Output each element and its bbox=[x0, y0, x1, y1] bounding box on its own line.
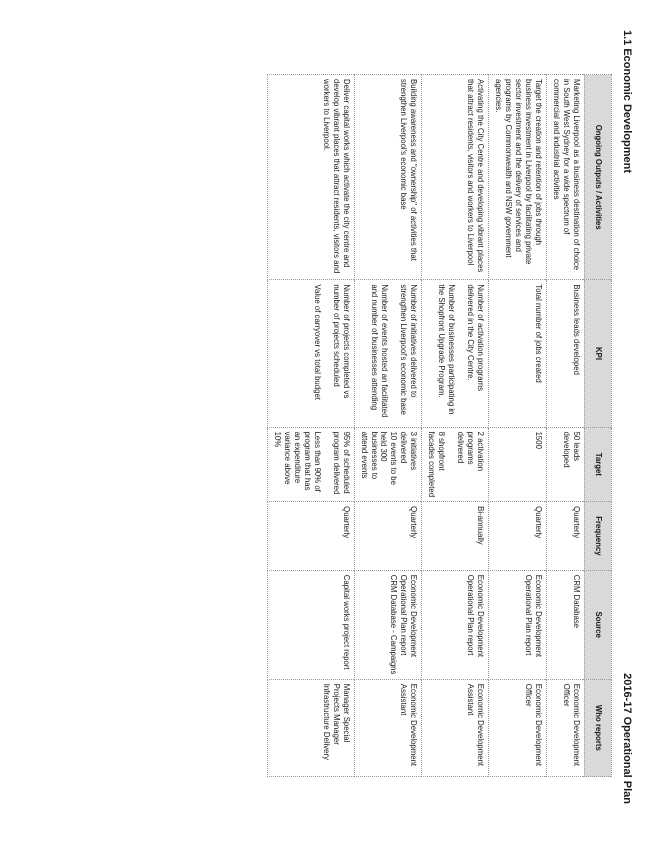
plan-title: 2016-17 Operational Plan bbox=[621, 673, 633, 804]
target-text: 95% of scheduled program delivered bbox=[331, 431, 351, 495]
col-source-header: Source bbox=[585, 570, 612, 679]
col-kpi-header: KPI bbox=[585, 280, 612, 427]
activity-cell: Marketing Liverpool as a business destination of choice in South West Sydney for a wide spectrum of commercial and industrial activities bbox=[547, 75, 585, 280]
target-text: 8 shopfront facades completed bbox=[427, 431, 447, 498]
col-who-header: Who reports bbox=[585, 679, 612, 776]
table-header-row bbox=[585, 75, 612, 777]
kpi-text: Value of carryover vs total budget bbox=[312, 284, 322, 400]
kpi-table bbox=[267, 74, 612, 777]
source-cell: Capital works project report bbox=[267, 570, 354, 679]
kpi-text: Number of activation programs delivered in the City Centre. bbox=[466, 284, 486, 391]
who-cell: Economic Development Assistant bbox=[422, 679, 489, 776]
kpi-cell: Total number of jobs created bbox=[489, 280, 547, 427]
frequency-cell: Quarterly bbox=[489, 502, 547, 571]
table-row bbox=[422, 75, 489, 777]
target-text: 2 activation programs delivered bbox=[456, 431, 486, 472]
kpi-text: Number of initiatives delivered to strengthen Liverpool's economic base bbox=[399, 284, 419, 416]
source-cell: CRM Database bbox=[547, 570, 585, 679]
activity-cell: Activating the City Centre and developing vibrant places that attract residents, visitors and workers to Liverpool bbox=[422, 75, 489, 280]
kpi-cell bbox=[422, 280, 489, 427]
col-activities-header: Ongoing Outputs / Activities bbox=[585, 75, 612, 280]
activity-cell: Deliver capital works which activate the city centre and develop vibrant places that attract residents, visitors and workers to Liverpool. bbox=[267, 75, 354, 280]
frequency-cell: Bi-annually bbox=[422, 502, 489, 571]
table-row bbox=[267, 75, 354, 777]
who-cell: Manager Special Projects Manager Infrastructure Delivery bbox=[267, 679, 354, 776]
section-title: 1.1 Economic Development bbox=[621, 30, 633, 174]
activity-cell: Target the creation and retention of jobs through business investment in Liverpool by facilitating private sector investment and the delivery of services and programs by Commonwealth and NSW government agencies. bbox=[489, 75, 547, 280]
source-cell: Economic Development Operational Plan report bbox=[422, 570, 489, 679]
kpi-text: Number of projects completed vs number of projects scheduled bbox=[331, 284, 351, 399]
col-frequency-header: Frequency bbox=[585, 502, 612, 571]
activity-cell: Building awareness and "ownership" of activities that strengthen Liverpool's economic base bbox=[354, 75, 422, 280]
who-cell: Economic Development Officer bbox=[547, 679, 585, 776]
target-cell bbox=[354, 427, 422, 502]
source-cell: Economic Development Operational Plan report bbox=[489, 570, 547, 679]
kpi-cell bbox=[267, 280, 354, 427]
target-text: Less than 90% of program that has an expenditure variance above 10% bbox=[272, 431, 322, 492]
target-text: 10 events to be held 300 businesses to attend events bbox=[359, 431, 399, 485]
target-cell: 1500 bbox=[489, 427, 547, 502]
frequency-cell: Quarterly bbox=[547, 502, 585, 571]
kpi-text: Number of events hosted an facilitated and number of businesses attending bbox=[370, 284, 390, 418]
frequency-cell: Quarterly bbox=[354, 502, 422, 571]
kpi-cell: Business leads developed bbox=[547, 280, 585, 427]
target-cell bbox=[267, 427, 354, 502]
kpi-text: Number of businesses participating in the Shopfront Upgrade Program. bbox=[437, 284, 457, 415]
source-cell: Economic Development Operational Plan report CRM Database - Campaigns bbox=[354, 570, 422, 679]
table-row bbox=[547, 75, 585, 777]
who-cell: Economic Development Officer bbox=[489, 679, 547, 776]
frequency-cell: Quarterly bbox=[267, 502, 354, 571]
target-cell: 50 leads developed bbox=[547, 427, 585, 502]
col-target-header: Target bbox=[585, 427, 612, 502]
table-row bbox=[354, 75, 422, 777]
target-cell bbox=[422, 427, 489, 502]
target-text: 3 initiatives delivered bbox=[399, 431, 419, 471]
who-cell: Economic Development Assistant bbox=[354, 679, 422, 776]
table-row bbox=[489, 75, 547, 777]
kpi-cell bbox=[354, 280, 422, 427]
